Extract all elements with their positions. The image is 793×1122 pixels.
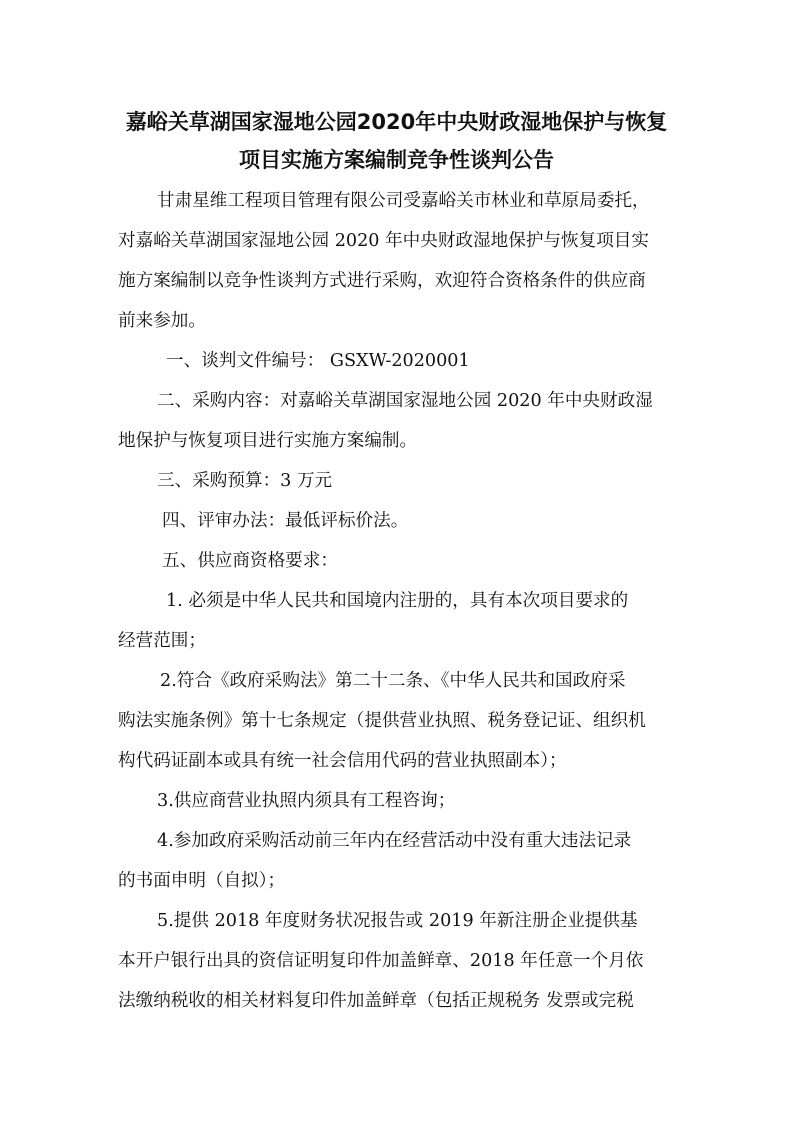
announcement-title-line-2: 项目实施方案编制竞争性谈判公告 [239, 148, 554, 172]
qualification-item-5-line-1: 5.提供 2018 年度财务状况报告或 2019 年新注册企业提供基 [157, 911, 638, 931]
qualification-item-2-line-3: 构代码证副本或具有统一社会信用代码的营业执照副本）； [118, 751, 567, 771]
announcement-title-line-1: 嘉峪关草湖国家湿地公园2020年中央财政湿地保护与恢复 [125, 110, 668, 134]
section-document-number: 一、谈判文件编号： GSXW-2020001 [166, 351, 470, 371]
qualification-item-5-line-2: 本开户银行出具的资信证明复印件加盖鲜章、2018 年任意一个月依 [118, 951, 644, 971]
qualification-item-4-line-1: 4.参加政府采购活动前三年内在经营活动中没有重大违法记录 [157, 831, 632, 851]
qualification-item-5-line-3: 法缴纳税收的相关材料复印件加盖鲜章（包括正规税务 发票或完税 [118, 991, 634, 1011]
qualification-item-1-line-1: 1. 必须是中华人民共和国境内注册的，具有本次项目要求的 [166, 591, 629, 611]
qualification-item-1-line-2: 经营范围； [118, 631, 206, 651]
intro-paragraph-line-2: 对嘉峪关草湖国家湿地公园 2020 年中央财政湿地保护与恢复项目实 [118, 231, 649, 251]
qualification-item-3: 3.供应商营业执照内须具有工程咨询； [157, 791, 456, 811]
qualification-item-2-line-2: 购法实施条例》第十七条规定（提供营业执照、税务登记证、组织机 [118, 711, 646, 731]
section-procurement-content-line-2: 地保护与恢复项目进行实施方案编制。 [118, 431, 418, 451]
intro-paragraph-line-1: 甘肃星维工程项目管理有限公司受嘉峪关市林业和草原局委托， [157, 191, 650, 211]
section-evaluation-method: 四、评审办法：最低评标价法。 [162, 511, 409, 531]
intro-paragraph-line-4: 前来参加。 [118, 311, 206, 331]
qualification-item-2-line-1: 2.符合《政府采购法》第二十二条、《中华人民共和国政府采 [160, 671, 626, 691]
intro-paragraph-line-3: 施方案编制以竞争性谈判方式进行采购，欢迎符合资格条件的供应商 [118, 271, 646, 291]
section-procurement-budget: 三、采购预算：3 万元 [157, 471, 333, 491]
section-procurement-content-line-1: 二、采购内容：对嘉峪关草湖国家湿地公园 2020 年中央财政湿 [157, 391, 653, 411]
section-supplier-qualifications: 五、供应商资格要求： [162, 551, 338, 571]
qualification-item-4-line-2: 的书面申明（自拟）； [118, 871, 286, 891]
